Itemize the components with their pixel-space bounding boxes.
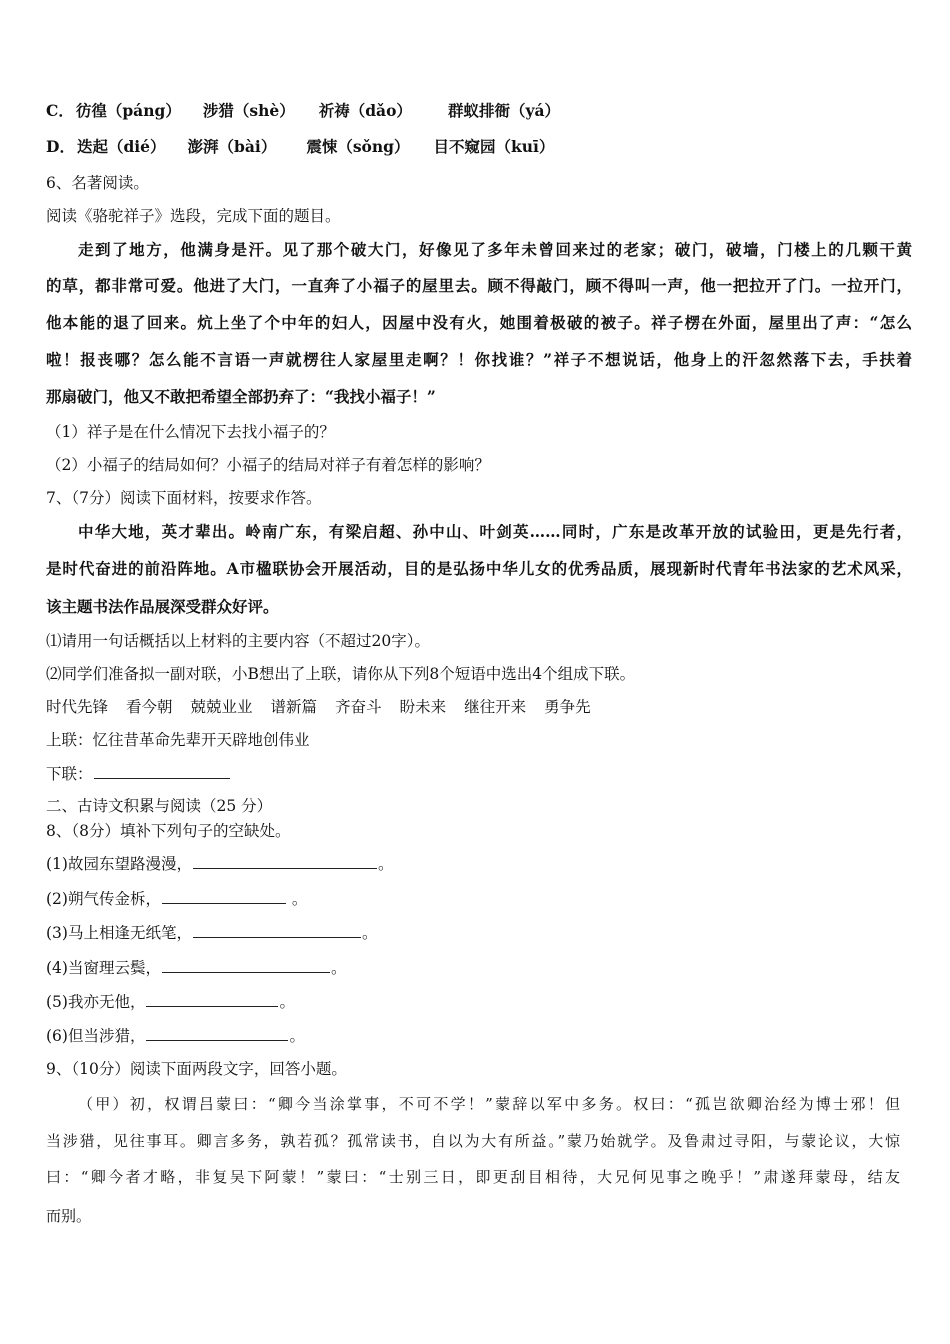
q8-item-prefix: (3)马上相逢无纸笔， (46, 924, 192, 942)
option-c-item: 彷徨（páng） (75, 101, 181, 120)
q8-item (46, 1024, 305, 1047)
answer-blank[interactable] (146, 1024, 288, 1041)
q8-item (46, 852, 393, 875)
q8-item-suffix: 。 (377, 855, 394, 873)
q6-instruction: 阅读《骆驼祥子》选段，完成下面的题目。 (46, 207, 341, 225)
option-c-item: 群蚁排衙（yá） (447, 101, 560, 120)
q7-subquestion-1: ⑴请用一句话概括以上材料的主要内容（不超过20字）。 (46, 632, 430, 650)
phrase-option: 盼未来 (399, 698, 447, 716)
phrase-option: 时代先锋 (46, 698, 109, 716)
q9-passage-line: 当涉猎，见往事耳。卿言多务，孰若孤？孤常读书，自以为大有所益。”蒙乃始就学。及鲁肃过寻阳，与蒙论议，大惊 (46, 1132, 900, 1150)
option-c-item: 涉猎（shè） (202, 101, 295, 120)
q7-passage-line: 是时代奋进的前沿阵地。A市楹联协会开展活动，目的是弘扬中华儿女的优秀品质，展现新时代青年书法家的艺术风采， (46, 559, 912, 578)
q6-passage-line: 他本能的退了回来。炕上坐了个中年的妇人，因屋中没有火，她围着极破的被子。祥子楞在外面，屋里出了声：“怎么 (46, 313, 912, 332)
q7-phrase-list (46, 696, 609, 718)
answer-blank[interactable] (193, 921, 361, 938)
q8-item (46, 956, 346, 979)
option-c (46, 100, 560, 122)
q8-item-prefix: (4)当窗理云鬓， (46, 959, 161, 977)
couplet-upper: 上联：忆往昔革命先辈开天辟地创伟业 (46, 731, 310, 749)
q6-subquestion-1: （1）祥子是在什么情况下去找小福子的？ (46, 423, 335, 441)
q8-item (46, 990, 295, 1013)
q6-passage-line: 啦！报丧哪？怎么能不言语一声就楞往人家屋里走啊？！你找谁？”祥子不想说话，他身上的汗忽然落下去，手扶着 (46, 350, 912, 369)
answer-blank[interactable] (193, 852, 377, 869)
q7-subquestion-2: ⑵同学们准备拟一副对联，小B想出了上联，请你从下列8个短语中选出4个组成下联。 (46, 665, 636, 683)
q6-title: 6、名著阅读。 (46, 174, 149, 192)
q8-item-suffix: 。 (289, 1027, 305, 1045)
q7-passage-line: 中华大地，英才辈出。岭南广东，有梁启超、孙中山、叶剑英……同时，广东是改革开放的试验田，更是先行者， (78, 522, 912, 541)
answer-blank[interactable] (94, 762, 230, 779)
q6-passage-line: 那扇破门，他又不敢把希望全部扔弃了：“我找小福子！” (46, 387, 436, 406)
q6-passage-line: 走到了地方，他满身是汗。见了那个破大门，好像见了多年未曾回来过的老家；破门，破墙，门楼上的几颗干黄 (78, 240, 912, 259)
phrase-option: 勇争先 (544, 698, 591, 716)
q9-passage-line: 曰：“卿今者才略，非复吴下阿蒙！”蒙曰：“士别三日，即更刮目相待，大兄何见事之晚乎！”肃遂拜蒙母，结友 (46, 1168, 900, 1186)
q8-title: 8、（8分）填补下列句子的空缺处。 (46, 822, 291, 840)
option-d-label: D． (46, 137, 75, 156)
q8-item-prefix: (2)朔气传金柝， (46, 890, 161, 908)
phrase-option: 兢兢业业 (190, 698, 253, 716)
option-d-item: 震悚（sǒng） (306, 137, 410, 156)
q8-item-suffix: 。 (279, 993, 295, 1011)
q8-item-suffix: 。 (286, 890, 308, 908)
q6-subquestion-2: （2）小福子的结局如何？小福子的结局对祥子有着怎样的影响？ (46, 456, 490, 474)
answer-blank[interactable] (162, 956, 330, 973)
q8-item (46, 921, 377, 944)
q8-item (46, 887, 307, 910)
option-d-item: 目不窥园（kuī） (433, 137, 555, 156)
q9-passage-line: 而别。 (46, 1207, 92, 1225)
q8-item-prefix: (1)故园东望路漫漫， (46, 855, 192, 873)
option-d-item: 迭起（dié） (76, 137, 166, 156)
option-c-item: 祈祷（dǎo） (318, 101, 412, 120)
q6-passage-line: 的草，都非常可爱。他进了大门，一直奔了小福子的屋里去。顾不得敲门，顾不得叫一声，他一把拉开了门。一拉开门， (46, 276, 912, 295)
option-c-label: C． (46, 101, 74, 120)
section-title: 二、古诗文积累与阅读（25 分） (46, 797, 273, 815)
q8-item-prefix: (5)我亦无他， (46, 993, 146, 1011)
option-d-item: 澎湃（bài） (187, 137, 277, 156)
answer-blank[interactable] (146, 990, 278, 1007)
q8-item-prefix: (6)但当涉猎， (46, 1027, 146, 1045)
q9-passage-line: （甲）初，权谓吕蒙曰：“卿今当涂掌事，不可不学！”蒙辞以军中多务。权曰：“孤岂欲卿治经为博士邪！但 (78, 1095, 900, 1113)
answer-blank[interactable] (162, 887, 286, 904)
option-d (46, 136, 554, 158)
q8-item-suffix: 。 (330, 959, 347, 977)
phrase-option: 齐奋斗 (335, 698, 382, 716)
q7-title: 7、（7分）阅读下面材料，按要求作答。 (46, 489, 322, 507)
q8-item-suffix: 。 (361, 924, 378, 942)
q9-title: 9、（10分）阅读下面两段文字，回答小题。 (46, 1060, 347, 1078)
phrase-option: 谱新篇 (270, 698, 318, 716)
phrase-option: 看今朝 (126, 698, 173, 716)
couplet-lower-label: 下联： (46, 765, 93, 783)
couplet-lower (46, 762, 231, 785)
q7-passage-line: 该主题书法作品展深受群众好评。 (46, 597, 279, 616)
phrase-option: 继往开来 (464, 698, 527, 716)
